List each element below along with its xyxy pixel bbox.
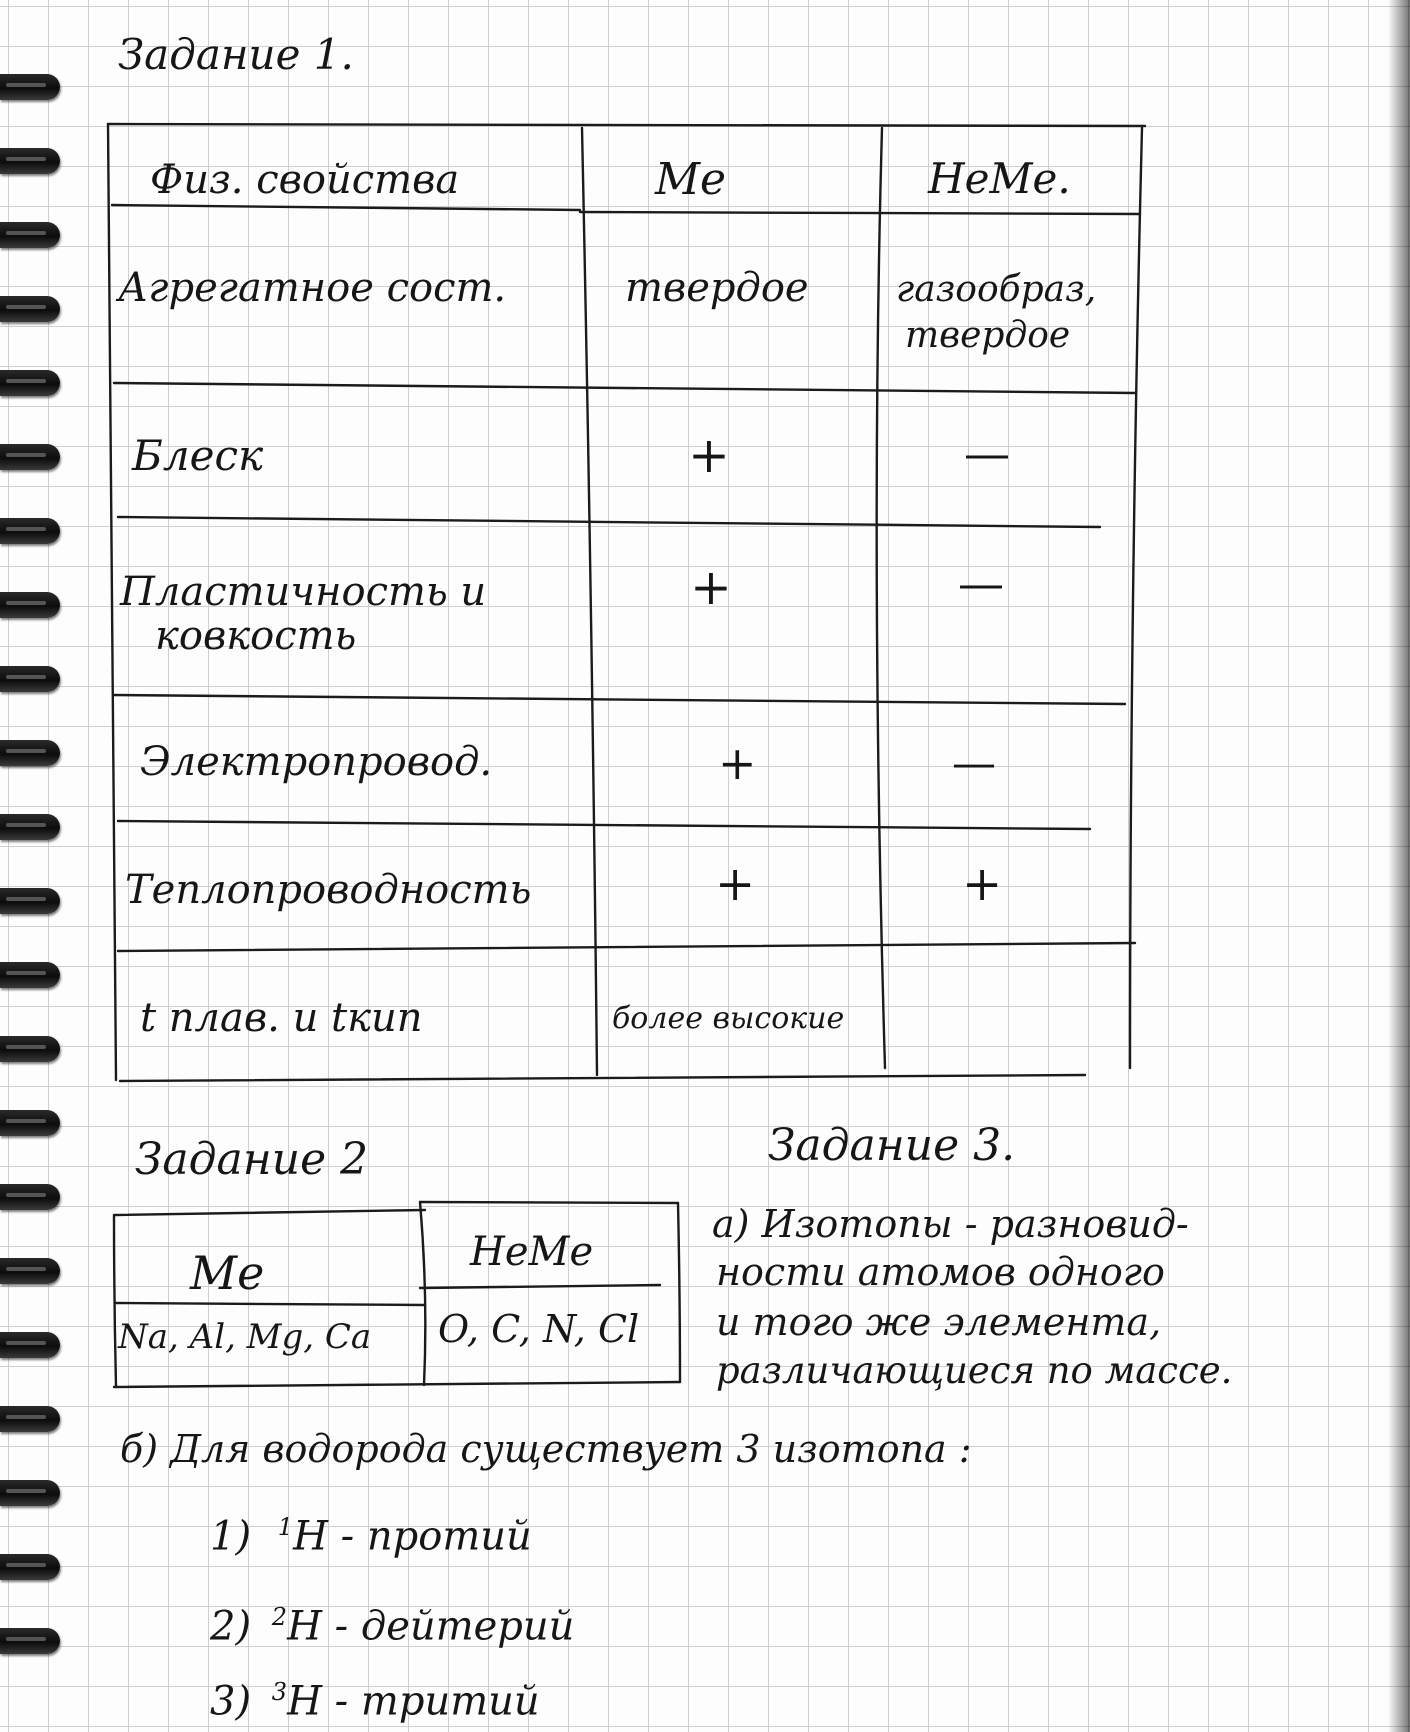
row-plasticity-label-2: ковкость: [155, 613, 357, 659]
row-electrical-conductivity-nonmetal: —: [952, 738, 996, 789]
task2-header-nonmetals: НеМе: [470, 1229, 594, 1275]
row-melting-boiling-label: t плав. и tкип: [140, 995, 423, 1041]
row-thermal-conductivity-label: Теплопроводность: [125, 867, 532, 913]
row-luster-label: Блеск: [132, 431, 264, 480]
row-aggregate-state-nonmetal-1: газообраз,: [896, 269, 1097, 310]
task2-header-metals: Ме: [190, 1246, 265, 1300]
header-metals: Ме: [655, 154, 727, 205]
isotope-symbol: H: [287, 1678, 322, 1725]
isotope-mass-number: 3: [271, 1678, 288, 1706]
row-plasticity-metal: +: [690, 558, 732, 616]
task3-a-line-2: ности атомов одного: [716, 1250, 1165, 1294]
task3-b-intro: б) Для водорода существует 3 изотопа :: [120, 1427, 972, 1471]
task1-title: Задание 1.: [118, 30, 354, 79]
row-plasticity-label-1: Пластичность и: [120, 569, 487, 615]
header-physical-properties: Физ. свойства: [150, 157, 460, 203]
task2-metals-list: Na, Al, Mg, Ca: [118, 1317, 372, 1357]
isotope-name: - дейтерий: [334, 1603, 575, 1650]
isotope-symbol: H: [287, 1603, 322, 1650]
row-thermal-conductivity-nonmetal: +: [962, 856, 1003, 912]
isotope-protium: [210, 1513, 532, 1560]
header-nonmetals: НеМе.: [928, 154, 1071, 203]
isotope-tritium: [210, 1678, 540, 1725]
task3-title: Задание 3.: [768, 1120, 1016, 1171]
isotope-name: - протий: [340, 1513, 532, 1560]
isotope-mass-number: 1: [277, 1513, 294, 1541]
row-luster-nonmetal: —: [964, 426, 1010, 480]
row-luster-metal: +: [688, 426, 730, 484]
row-melting-boiling-metal: более высокие: [612, 1001, 845, 1036]
task3-a-line-4: различающиеся по массе.: [716, 1349, 1233, 1392]
row-thermal-conductivity-metal: +: [715, 856, 756, 912]
isotope-deuterium: [210, 1603, 575, 1650]
row-electrical-conductivity-metal: +: [718, 736, 757, 790]
isotope-name: - тритий: [334, 1678, 540, 1725]
isotope-mass-number: 2: [271, 1603, 288, 1631]
isotope-number: 3): [210, 1678, 252, 1725]
task3-a-line-1: а) Изотопы - разновид-: [712, 1202, 1189, 1246]
row-plasticity-nonmetal: —: [958, 556, 1004, 610]
isotope-number: 2): [210, 1603, 252, 1650]
row-aggregate-state-nonmetal-2: твердое: [905, 315, 1071, 356]
row-aggregate-state-label: Агрегатное сост.: [118, 265, 507, 311]
task2-nonmetals-list: O, C, N, Cl: [438, 1307, 640, 1351]
isotope-symbol: H: [293, 1513, 328, 1560]
task2-title: Задание 2: [135, 1134, 369, 1185]
isotope-number: 1): [210, 1513, 252, 1560]
row-aggregate-state-metal: твердое: [625, 265, 809, 311]
row-electrical-conductivity-label: Электропровод.: [140, 739, 493, 785]
task3-a-line-3: и того же элемента,: [716, 1300, 1162, 1344]
